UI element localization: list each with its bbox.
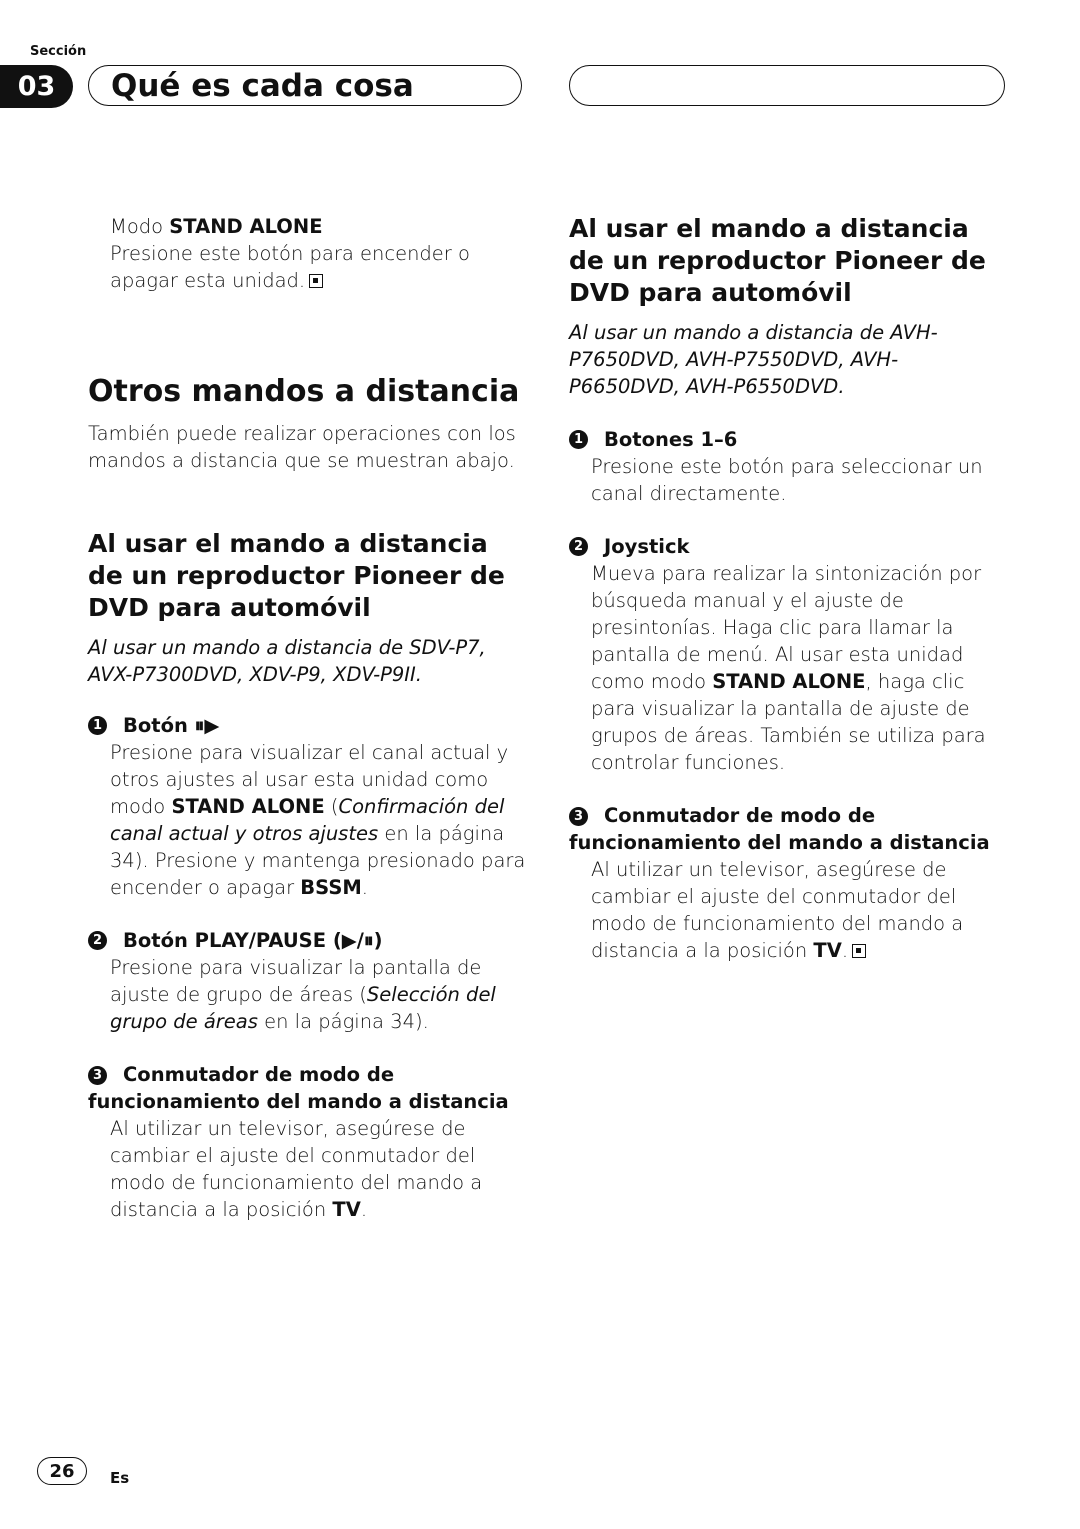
right-column xyxy=(569,213,1009,964)
left-subheading-note: Al usar un mando a distancia de SDV-P7, AVX-P7300DVD, XDV-P9, XDV-P9II. xyxy=(88,636,486,686)
intro-text-span: Presione este botón para encender o apagar esta unidad. xyxy=(110,242,470,292)
left-item2-heading xyxy=(88,927,528,954)
intro-mode-line xyxy=(88,213,528,240)
left-item2-title: Botón PLAY/PAUSE (▶/⏸) xyxy=(123,929,383,952)
left-item1-heading xyxy=(88,712,528,739)
number-3-icon: 3 xyxy=(569,807,588,826)
end-mark-icon xyxy=(309,274,323,288)
intro-mode-bold: STAND ALONE xyxy=(169,215,323,238)
number-2-icon: 2 xyxy=(569,537,588,556)
right-item1-text: Presione este botón para seleccionar un canal directamente. xyxy=(591,455,983,505)
right-item2-heading xyxy=(569,533,1009,560)
left-item3-title: Conmutador de modo de funcionamiento del mando a distancia xyxy=(88,1063,509,1113)
left-item1-title: Botón ⏸▶ xyxy=(123,714,220,737)
left-item1-text-d: . xyxy=(361,876,368,899)
left-item2-text-italic: Selección del grupo de áreas xyxy=(110,983,496,1033)
left-item3-text-b: . xyxy=(360,1198,368,1221)
end-mark-icon xyxy=(852,944,866,958)
page-number: 26 xyxy=(37,1457,87,1485)
section-number-tab: 03 xyxy=(0,65,73,108)
right-item2-text-a: Mueva para realizar la sintonización por búsqueda manual y el ajuste de presintonías. Haga clic para llamar la pantalla de menú. Al usar esta unidad como modo xyxy=(591,562,982,693)
left-item1-text-c: en la página 34). Presione y mantenga presionado para encender o apagar xyxy=(110,822,526,899)
right-item1-heading xyxy=(569,426,1009,453)
chapter-title: Qué es cada cosa xyxy=(88,65,522,106)
left-item3-text-a: Al utilizar un televisor, asegúrese de cambiar el ajuste del conmutador del modo de funcionamiento del mando a distancia a la posición xyxy=(110,1117,483,1221)
right-item2-text-bold: STAND ALONE xyxy=(712,670,866,693)
left-item3-heading xyxy=(88,1061,528,1115)
right-item3-text-b: . xyxy=(841,939,849,962)
intro-mode-text: Modo xyxy=(110,215,170,238)
left-item1-text-b: ( xyxy=(324,795,339,818)
number-2-icon: 2 xyxy=(88,931,107,950)
left-item1-text-italic: Confirmación del canal actual y otros ajustes xyxy=(110,795,505,845)
left-item1-text-a: Presione para visualizar el canal actual y otros ajustes al usar esta unidad como modo xyxy=(110,741,509,818)
left-column xyxy=(88,213,528,1223)
other-remotes-text: También puede realizar operaciones con los mandos a distancia que se muestran abajo. xyxy=(88,422,516,472)
heading-other-remotes: Otros mandos a distancia xyxy=(88,374,520,409)
left-item2-text-b: en la página 34). xyxy=(257,1010,429,1033)
left-subheading: Al usar el mando a distancia de un reproductor Pioneer de DVD para automóvil xyxy=(88,529,505,622)
left-item1-text xyxy=(88,739,528,901)
header-blank-box xyxy=(569,65,1005,106)
right-item1-title: Botones 1–6 xyxy=(604,428,738,451)
left-item3-text-bold: TV xyxy=(332,1198,361,1221)
right-item2-text-b: , haga clic para visualizar la pantalla de ajuste de grupos de áreas. También se utiliza para controlar funciones. xyxy=(591,670,986,774)
section-label: Sección xyxy=(30,44,87,59)
right-item3-heading xyxy=(569,802,1009,856)
left-item2-text-a: Presione para visualizar la pantalla de ajuste de grupo de áreas ( xyxy=(110,956,482,1006)
right-item3-text-bold: TV xyxy=(813,939,842,962)
number-1-icon: 1 xyxy=(88,716,107,735)
left-item1-text-bold: STAND ALONE xyxy=(171,795,325,818)
right-subheading: Al usar el mando a distancia de un reproductor Pioneer de DVD para automóvil xyxy=(569,214,986,307)
number-3-icon: 3 xyxy=(88,1066,107,1085)
number-1-icon: 1 xyxy=(569,430,588,449)
left-item2-text xyxy=(88,954,528,1035)
left-item1-text-bold2: BSSM xyxy=(300,876,362,899)
left-item3-text xyxy=(88,1115,528,1223)
right-item3-title: Conmutador de modo de funcionamiento del mando a distancia xyxy=(569,804,990,854)
right-subheading-note: Al usar un mando a distancia de AVH-P7650DVD, AVH-P7550DVD, AVH-P6650DVD, AVH-P6550DVD. xyxy=(569,321,938,398)
right-item2-title: Joystick xyxy=(604,535,690,558)
right-item3-text xyxy=(569,856,1009,964)
right-item3-text-a: Al utilizar un televisor, asegúrese de cambiar el ajuste del conmutador del modo de funcionamiento del mando a distancia a la posición xyxy=(591,858,964,962)
right-item2-text xyxy=(569,560,1009,776)
intro-text xyxy=(88,240,528,294)
language-code: Es xyxy=(110,1469,130,1487)
